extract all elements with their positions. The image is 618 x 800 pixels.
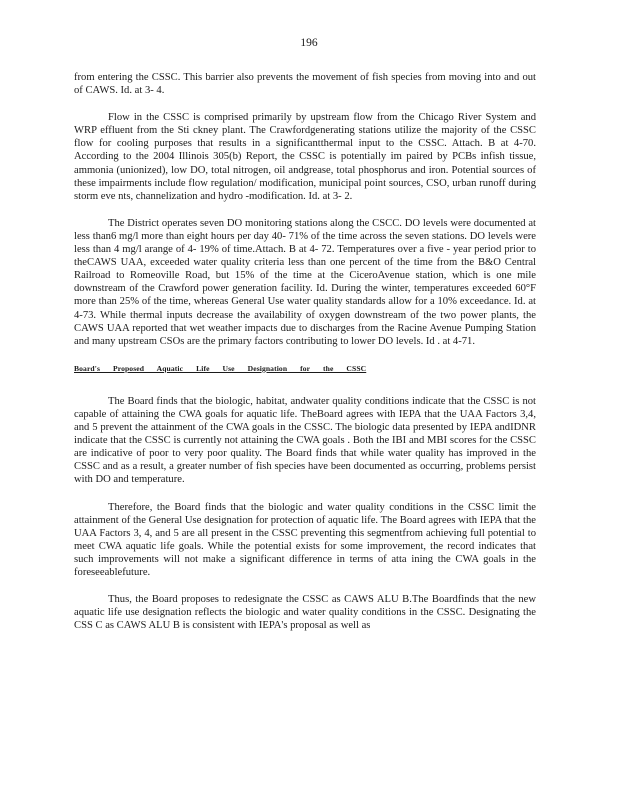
paragraph-flow: Flow in the CSSC is comprised primarily by upstream flow from the Chicago River System and WRP effluent from the Sti ckney plant. The Crawfordgenerating stations utilize the majority of the CSSC flow for cooling purposes that results in a significantthermal input to the CSSC. Attach. B at 4-70. According to the 2004 Illinois 305(b) Report, the CSSC is potentially im paired by PCBs infish tissue, ammonia (unionized), low DO, total nitrogen, oil andgrease, total phosphorus and iron. Potential sources of these impairments include flow regulation/ modification, municipal point sources, CSO, urban runoff during storm eve nts, channelization and hydro -modification. Id. at 3- 2. [74,112,536,202]
paragraph-therefore: Therefore, the Board finds that the biologic and water quality conditions in the CSSC limit the attainment of the General Use designation for protection of aquatic life. The Board agrees with IEPA that the UAA Factors 3, 4, and 5 are all present in the CSSC preventing this segmentfrom achieving full potential to meet CWA aquatic life goals. While the potential exists for some improvement, the record indicates that such improvements will not make a significant difference in terms of atta ining the CWA goals in the foreseeablefuture. [74,501,536,578]
paragraph-board-finds: The Board finds that the biologic, habitat, andwater quality conditions indicate that the CSSC is not capable of attaining the CWA goals for aquatic life. TheBoard agrees with IEPA that the UAA Factors 3,4, and 5 prevent the attainment of the CWA goals in the CSSC. The biologic data presented by IEPA andIDNR indicate that the CSSC is currently not attaining the CWA goals . Both the IBI and MBI scores for the CSSC are indicative of poor to very poor quality. The Board finds that while water quality has improved in the CSSC and as a result, a greater number of fish species have been documented as occurring, problems persist with DO and temperature. [74,395,536,486]
paragraph-barrier: from entering the CSSC. This barrier also prevents the movement of fish species from moving into and out of CAWS. Id. at 3- 4. [74,72,536,97]
paragraph-do-monitoring: The District operates seven DO monitoring stations along the CSCC. DO levels were documented at less than6 mg/l more than eight hours per day 40- 71% of the time across the seven stations. DO levels were less than 4 mg/l arange of 4- 19% of time.Attach. B at 4- 72. Temperatures over a five - year period prior to theCAWS UAA, exceeded water quality criteria less than one percent of the time from the B&O Central Railroad to Romeoville Road, but 15% of the time at the CiceroAvenue station, which is one mile downstream of the Crawford power generation facility. Id. During the winter, temperatures exceeded 60°F more than 25% of the time, whereas General Use water quality standards allow for a 10% exceedance. Id. at 4-73. While thermal inputs decrease the availability of oxygen downstream of the two power plants, the CAWS UAA reported that wet weather impacts due to discharges from the Racine Avenue Pumping Station and many upstream CSOs are the primary factors contributing to lower DO levels. Id . at 4-71. [74,217,536,347]
page-number: 196 [300,37,318,49]
paragraph-thus: Thus, the Board proposes to redesignate the CSSC as CAWS ALU B.The Boardfinds that the new aquatic life use designation reflects the biologic and water quality conditions in the CSSC. Designating the CSS C as CAWS ALU B is consistent with IEPA's proposal as well as [74,594,536,632]
section-heading: Board's Proposed Aquatic Life Use Designation for the CSSC [74,363,367,373]
document-body [74,71,536,646]
